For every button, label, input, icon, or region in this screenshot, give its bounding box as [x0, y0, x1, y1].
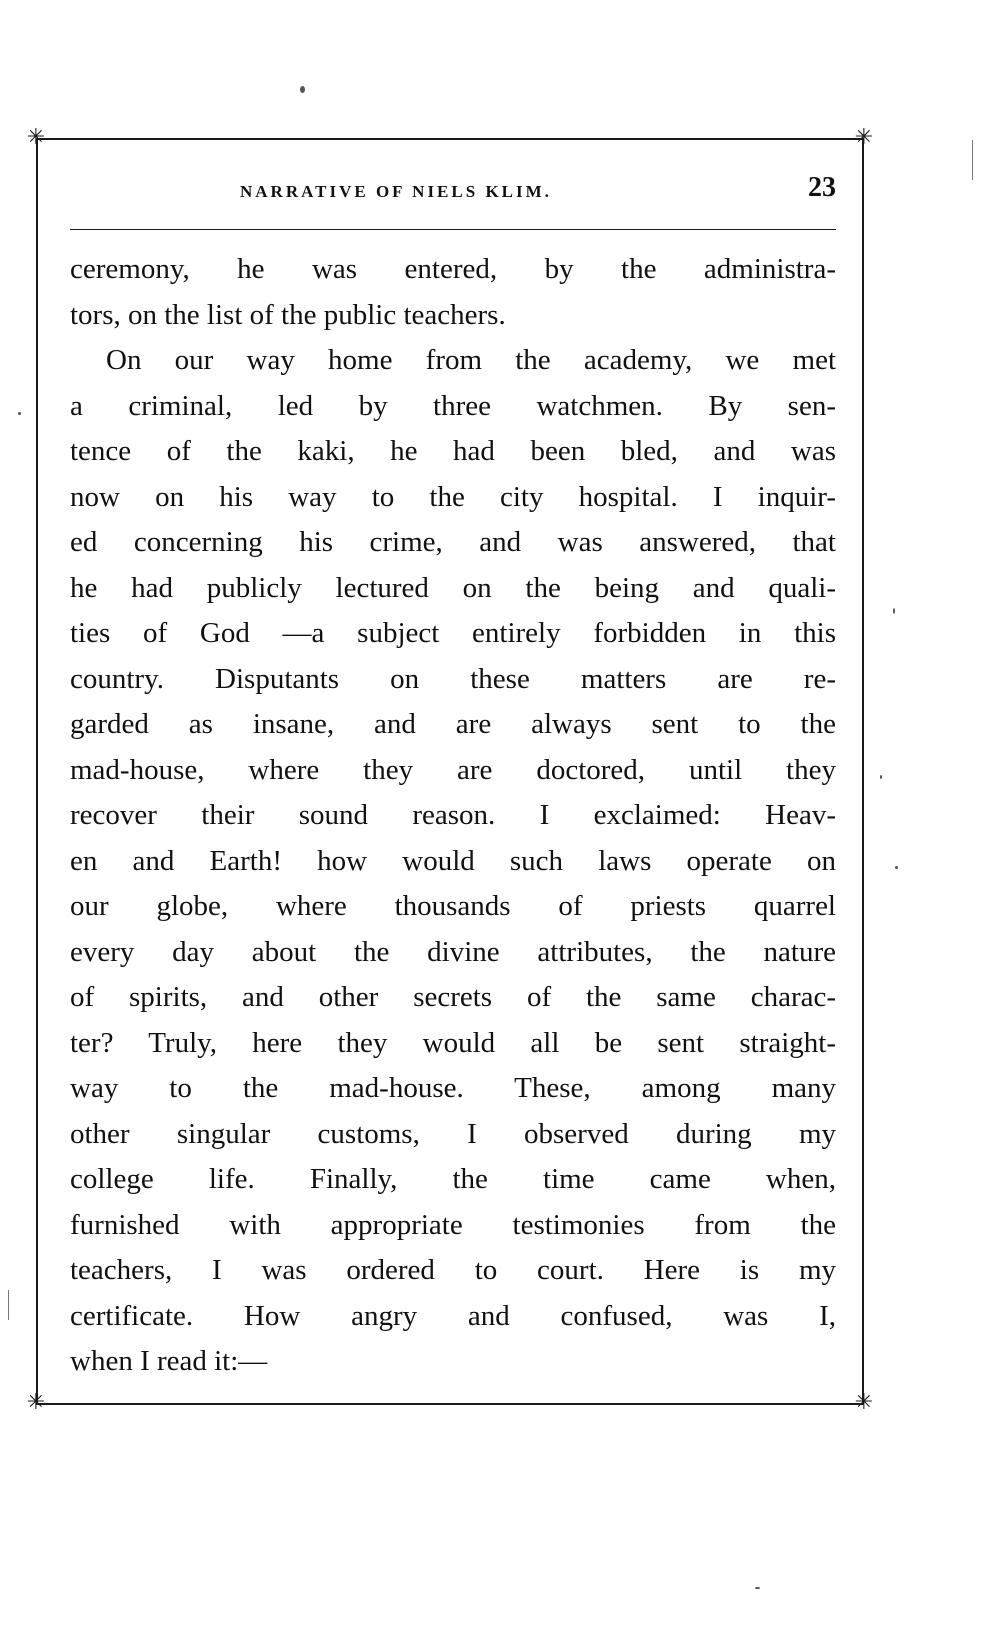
- scan-speck: [880, 775, 882, 779]
- text-line: ter? Truly, here they would all be sent straight-: [70, 1026, 836, 1059]
- bottom-left-corner-ornament: ✳: [26, 1390, 46, 1415]
- text-line: every day about the divine attributes, the nature: [70, 935, 836, 968]
- text-line: way to the mad-house. These, among many: [70, 1072, 836, 1104]
- running-header: [70, 168, 836, 208]
- text-line: recover their sound reason. I exclaimed: Heav-: [70, 799, 836, 831]
- body-text: [70, 247, 836, 1385]
- scan-speck: [18, 412, 21, 415]
- text-line: On our way home from the academy, we met: [106, 344, 836, 376]
- top-right-corner-ornament: ✳: [854, 125, 874, 150]
- text-line: a criminal, led by three watchmen. By sen-: [70, 389, 836, 422]
- text-line: ties of God —a subject entirely forbidden in this: [70, 617, 836, 649]
- page-number: 23: [808, 172, 836, 203]
- text-line: other singular customs, I observed during my: [70, 1117, 836, 1150]
- bottom-right-corner-ornament: ✳: [854, 1390, 874, 1415]
- text-line: furnished with appropriate testimonies from the: [70, 1208, 836, 1241]
- text-line: teachers, I was ordered to court. Here is my: [70, 1254, 836, 1286]
- scan-edge-mark: [8, 1290, 9, 1320]
- scan-speck: [895, 866, 898, 869]
- scan-speck: [300, 86, 305, 93]
- text-line: tors, on the list of the public teachers.: [70, 298, 506, 331]
- text-line: college life. Finally, the time came when,: [70, 1163, 836, 1195]
- running-title: NARRATIVE OF NIELS KLIM.: [240, 182, 552, 201]
- text-line: our globe, where thousands of priests quarrel: [70, 890, 836, 922]
- text-line: tence of the kaki, he had been bled, and was: [70, 435, 836, 467]
- top-left-corner-ornament: ✳: [26, 125, 46, 150]
- text-line: country. Disputants on these matters are re-: [70, 662, 836, 695]
- text-line: he had publicly lectured on the being and quali-: [70, 571, 836, 604]
- text-line: of spirits, and other secrets of the same charac-: [70, 981, 836, 1013]
- scan-edge-mark: [972, 140, 973, 180]
- frame-bottom-rule: [36, 1403, 864, 1405]
- text-line: when I read it:—: [70, 1345, 268, 1377]
- text-line: en and Earth! how would such laws operate on: [70, 844, 836, 877]
- text-line: garded as insane, and are always sent to the: [70, 708, 836, 740]
- scan-speck: [893, 608, 895, 614]
- scan-speck: [755, 1587, 760, 1589]
- text-line: now on his way to the city hospital. I inquir-: [70, 480, 836, 513]
- header-rule: [70, 229, 836, 230]
- text-line: mad-house, where they are doctored, until they: [70, 753, 836, 786]
- text-line: ceremony, he was entered, by the administra-: [70, 253, 836, 285]
- text-line: certificate. How angry and confused, was I,: [70, 1299, 836, 1332]
- text-line: ed concerning his crime, and was answered, that: [70, 526, 836, 558]
